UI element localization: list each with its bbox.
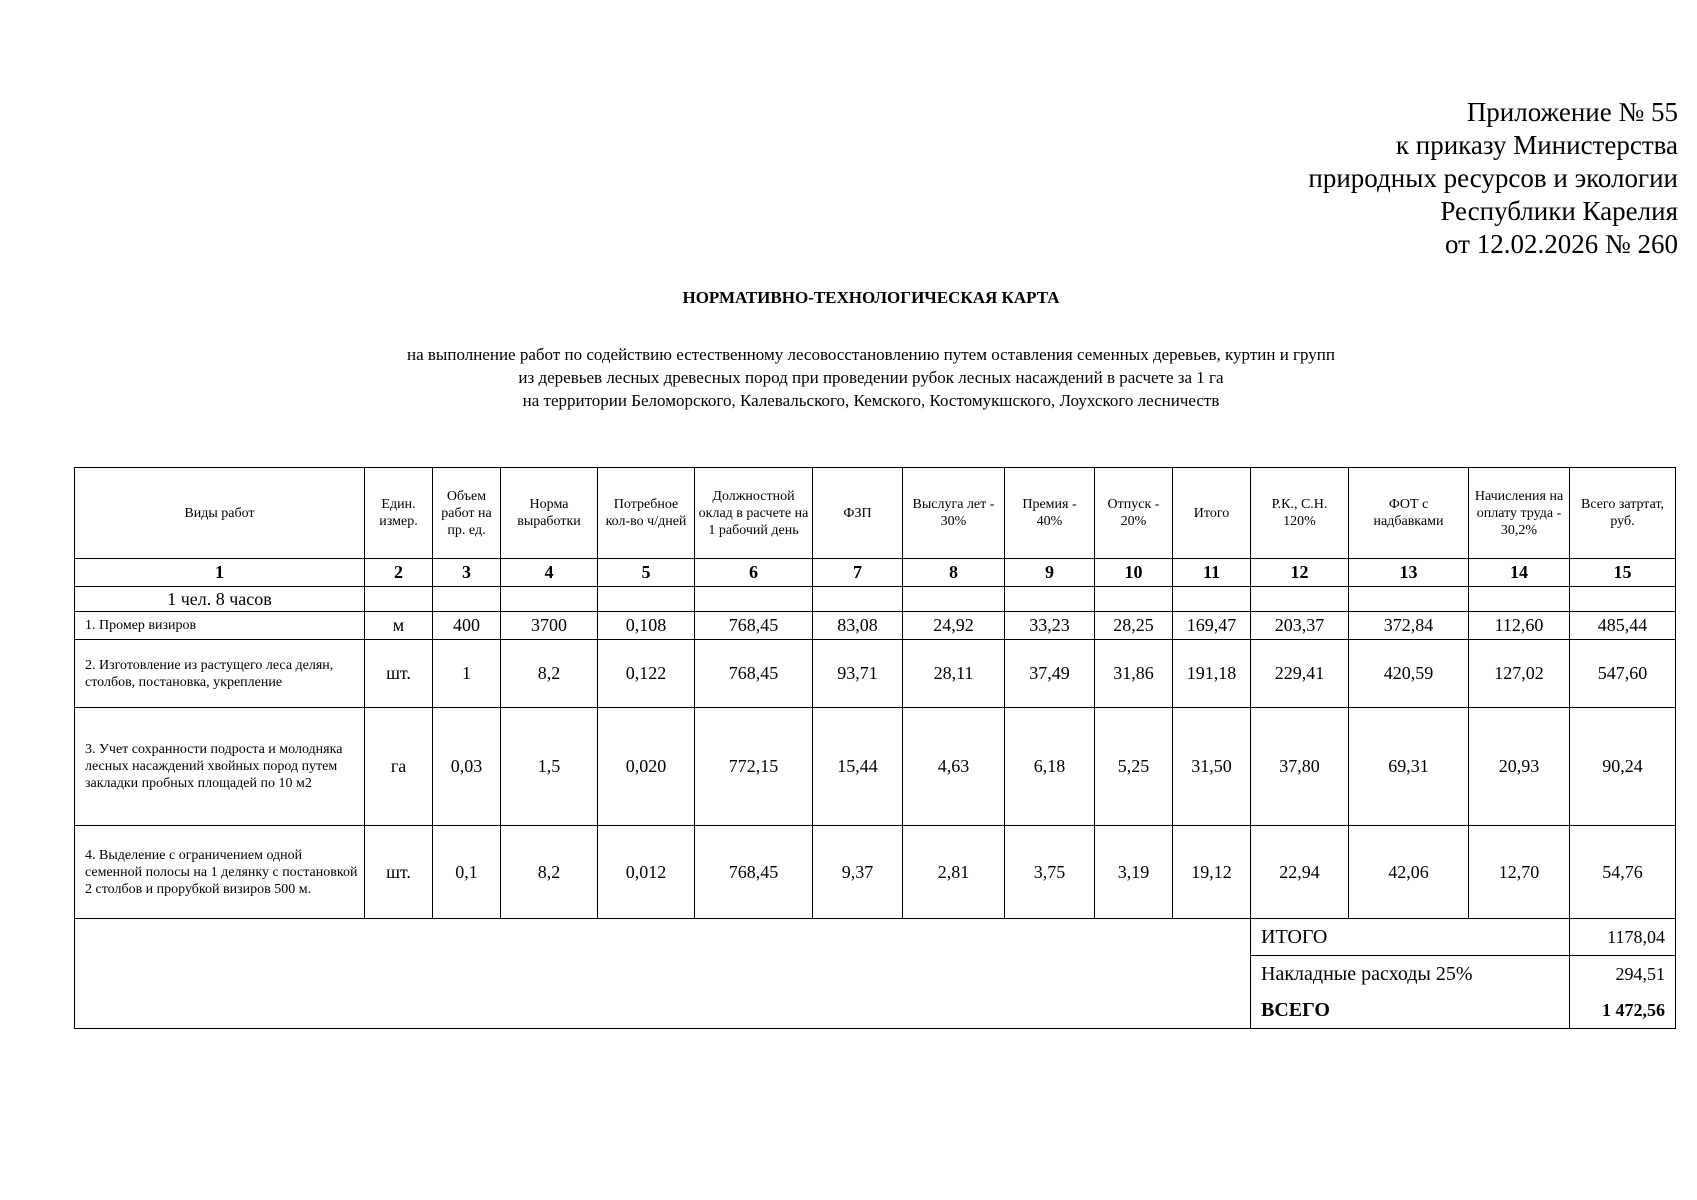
column-number: 14 [1469,559,1570,587]
table-cell: 0,122 [598,640,695,708]
table-cell: 169,47 [1173,612,1251,640]
column-number: 8 [903,559,1005,587]
empty-cell [433,587,501,612]
column-header: ФОТ с надбавками [1349,468,1469,559]
table-cell: м [365,612,433,640]
table-cell: 37,80 [1251,708,1349,826]
table-cell: 12,70 [1469,826,1570,919]
column-number: 11 [1173,559,1251,587]
table-cell: 372,84 [1349,612,1469,640]
subtitle-line-2: из деревьев лесных древесных пород при проведении рубок лесных насаждений в расчете за 1 га [518,368,1224,387]
table-row [75,640,1676,708]
work-name: 1. Промер визиров [75,612,365,640]
table-cell: 54,76 [1570,826,1676,919]
empty-cell [598,587,695,612]
annex-header [1308,96,1678,261]
column-number: 1 [75,559,365,587]
table-row [75,708,1676,826]
table-cell: 768,45 [695,826,813,919]
table-cell: 24,92 [903,612,1005,640]
table-cell: 768,45 [695,640,813,708]
document-subtitle [0,343,1697,412]
total-label: ВСЕГО [1251,992,1570,1029]
annex-line-1: Приложение № 55 [1466,97,1678,127]
annex-line-4: Республики Карелия [1440,196,1678,226]
empty-cell [695,587,813,612]
annex-line-2: к приказу Министерства [1395,130,1678,160]
column-header: Начисления на оплату труда - 30,2% [1469,468,1570,559]
table-cell: 90,24 [1570,708,1676,826]
table-cell: 0,020 [598,708,695,826]
table-cell: 93,71 [813,640,903,708]
table-cell: 6,18 [1005,708,1095,826]
table-cell: 83,08 [813,612,903,640]
table-cell: 5,25 [1095,708,1173,826]
column-header: Потребное кол-во ч/дней [598,468,695,559]
itogo-value: 1178,04 [1570,919,1676,956]
table-cell: 203,37 [1251,612,1349,640]
table-cell: 1 [433,640,501,708]
table-cell: 42,06 [1349,826,1469,919]
table-cell: 33,23 [1005,612,1095,640]
table-cell: 28,25 [1095,612,1173,640]
table-cell: 0,012 [598,826,695,919]
subtitle-line-3: на территории Беломорского, Калевальского, Кемского, Костомукшского, Лоухского лесничеств [522,391,1220,410]
work-name: 4. Выделение с ограничением одной семенной полосы на 1 делянку с постановкой 2 столбов и прорубкой визиров 500 м. [75,826,365,919]
column-number: 5 [598,559,695,587]
column-number: 9 [1005,559,1095,587]
summary-blank-area [75,919,1251,1029]
table-cell: 8,2 [501,826,598,919]
column-number-row [75,559,1676,587]
table-cell: 547,60 [1570,640,1676,708]
table-cell: 1,5 [501,708,598,826]
column-header: Объем работ на пр. ед. [433,468,501,559]
table-cell: 191,18 [1173,640,1251,708]
empty-cell [1095,587,1173,612]
table-cell: 22,94 [1251,826,1349,919]
annex-line-3: природных ресурсов и экологии [1308,163,1678,193]
column-header: Премия - 40% [1005,468,1095,559]
overhead-label: Накладные расходы 25% [1251,956,1570,993]
crew-subheader: 1 чел. 8 часов [75,587,365,612]
column-number: 15 [1570,559,1676,587]
table-cell: 768,45 [695,612,813,640]
table-cell: 20,93 [1469,708,1570,826]
empty-cell [1005,587,1095,612]
annex-line-5: от 12.02.2026 № 260 [1445,229,1678,259]
table-cell: 0,108 [598,612,695,640]
column-header: ФЗП [813,468,903,559]
table-cell: 4,63 [903,708,1005,826]
column-header: Един. измер. [365,468,433,559]
column-header: Всего затртат, руб. [1570,468,1676,559]
overhead-value: 294,51 [1570,956,1676,993]
table-row [75,826,1676,919]
document-title: НОРМАТИВНО-ТЕХНОЛОГИЧЕСКАЯ КАРТА [682,288,1060,307]
empty-cell [1570,587,1676,612]
table-cell: 127,02 [1469,640,1570,708]
table-cell: 9,37 [813,826,903,919]
column-header: Выслуга лет - 30% [903,468,1005,559]
subtitle-line-1: на выполнение работ по содействию естественному лесовосстановлению путем оставления семенных деревьев, куртин и групп [407,345,1335,364]
table-cell: 28,11 [903,640,1005,708]
work-name: 2. Изготовление из растущего леса делян, столбов, постановка, укрепление [75,640,365,708]
table-header-row [75,468,1676,559]
table-cell: 0,1 [433,826,501,919]
empty-cell [1173,587,1251,612]
table-cell: 772,15 [695,708,813,826]
itogo-label: ИТОГО [1251,919,1570,956]
table-cell: 37,49 [1005,640,1095,708]
table-cell: 420,59 [1349,640,1469,708]
table-cell: шт. [365,640,433,708]
table-cell: 3,75 [1005,826,1095,919]
column-number: 10 [1095,559,1173,587]
table-cell: 69,31 [1349,708,1469,826]
table-cell: 2,81 [903,826,1005,919]
table-cell: 3700 [501,612,598,640]
empty-cell [1469,587,1570,612]
table-cell: 8,2 [501,640,598,708]
empty-cell [1251,587,1349,612]
crew-subheader-row [75,587,1676,612]
column-header: Р.К., С.Н. 120% [1251,468,1349,559]
table-cell: 3,19 [1095,826,1173,919]
table-cell: шт. [365,826,433,919]
table-cell: га [365,708,433,826]
column-number: 2 [365,559,433,587]
column-number: 3 [433,559,501,587]
column-header: Норма выработки [501,468,598,559]
column-number: 4 [501,559,598,587]
table-cell: 31,86 [1095,640,1173,708]
table-row [75,612,1676,640]
summary-row-itogo [75,919,1676,956]
table-cell: 15,44 [813,708,903,826]
empty-cell [813,587,903,612]
cost-table [74,467,1676,1029]
table-cell: 19,12 [1173,826,1251,919]
empty-cell [1349,587,1469,612]
column-number: 6 [695,559,813,587]
table-cell: 485,44 [1570,612,1676,640]
table-cell: 31,50 [1173,708,1251,826]
empty-cell [903,587,1005,612]
column-header: Итого [1173,468,1251,559]
table-cell: 400 [433,612,501,640]
empty-cell [365,587,433,612]
table-cell: 112,60 [1469,612,1570,640]
total-value: 1 472,56 [1570,992,1676,1029]
column-number: 13 [1349,559,1469,587]
table-cell: 0,03 [433,708,501,826]
empty-cell [501,587,598,612]
work-name: 3. Учет сохранности подроста и молодняка лесных насаждений хвойных пород путем закладки пробных площадей по 10 м2 [75,708,365,826]
column-header: Отпуск - 20% [1095,468,1173,559]
column-number: 12 [1251,559,1349,587]
table-cell: 229,41 [1251,640,1349,708]
column-header: Должностной оклад в расчете на 1 рабочий день [695,468,813,559]
column-header: Виды работ [75,468,365,559]
column-number: 7 [813,559,903,587]
